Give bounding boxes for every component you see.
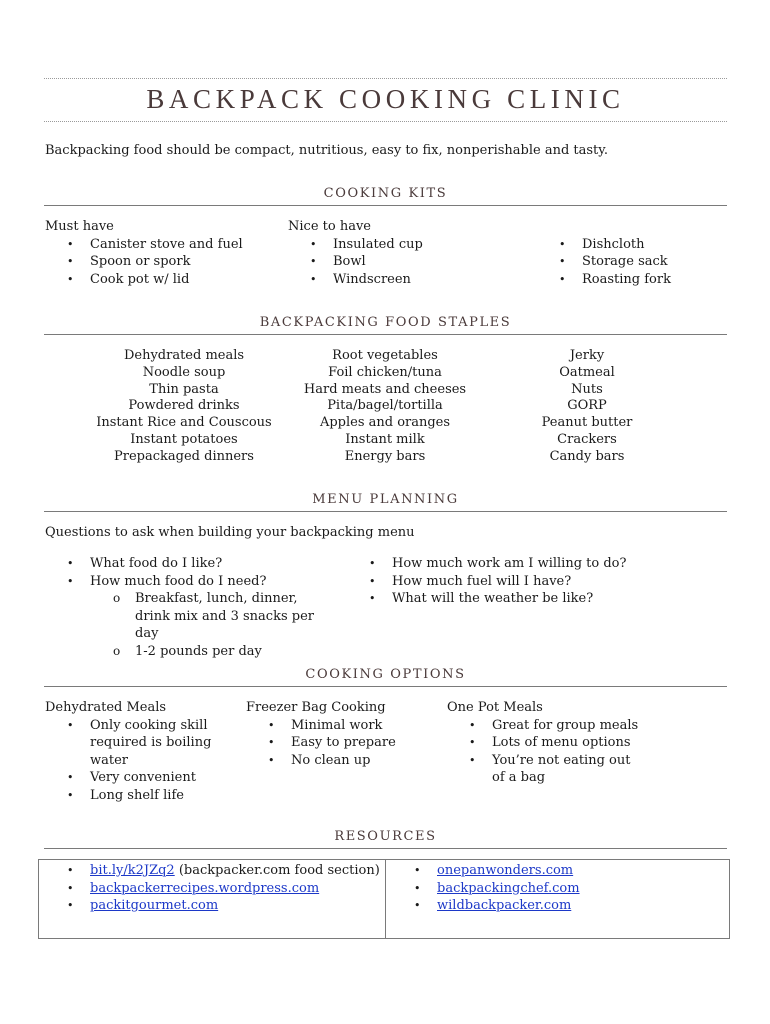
list-item: • Canister stove and fuel (67, 236, 243, 252)
list-item: • Roasting fork (559, 271, 671, 287)
intro-text: Backpacking food should be compact, nutritious, easy to fix, nonperishable and tasty. (45, 143, 609, 158)
list-item: GORP (567, 398, 607, 414)
list-item: Crackers (557, 431, 617, 447)
list-item: Pita/bagel/tortilla (327, 398, 443, 414)
bullet-icon: • (268, 753, 275, 767)
resource-link-bitly[interactable]: bit.ly/k2JZq2 (90, 863, 175, 878)
bullet-icon: • (268, 718, 275, 732)
bullet-icon: • (369, 574, 376, 588)
menu-intro: Questions to ask when building your backpacking menu (45, 525, 415, 540)
staples-column-2 (295, 348, 475, 466)
bullet-icon: • (67, 255, 74, 268)
must-have-label: Must have (45, 219, 114, 234)
freezer-bag-column (246, 699, 436, 769)
list-item: Oatmeal (559, 364, 615, 380)
list-item: • No clean up (268, 752, 371, 768)
bullet-icon: • (67, 881, 74, 895)
bullet-icon: • (310, 255, 317, 268)
options-heading: COOKING OPTIONS (305, 667, 466, 682)
list-item: • How much fuel will I have? (369, 573, 572, 589)
list-item: Instant milk (345, 431, 425, 447)
menu-rule (44, 511, 727, 512)
list-item: • What food do I like? (67, 556, 223, 571)
dehydrated-meals-label: Dehydrated Meals (45, 700, 167, 715)
bullet-icon: • (469, 736, 476, 749)
menu-sub-list (90, 590, 335, 660)
resource-note: (backpacker.com food section) (178, 863, 380, 878)
staples-rule (44, 334, 727, 335)
menu-right-column (347, 555, 647, 608)
bullet-icon: • (414, 864, 421, 877)
list-item: Peanut butter (541, 415, 633, 431)
list-item (392, 880, 722, 898)
list-item: • Windscreen (310, 271, 411, 287)
list-item: Hard meats and cheeses (303, 381, 467, 397)
list-item (45, 897, 380, 915)
bullet-icon: • (469, 753, 476, 767)
must-have-column (45, 218, 285, 288)
list-item: Energy bars (344, 448, 426, 464)
list-item: • Only cooking skill required is boiling water (67, 717, 212, 768)
list-item: • Lots of menu options (469, 735, 631, 750)
list-item: Noodle soup (142, 364, 226, 380)
list-item: Nuts (571, 381, 603, 397)
list-item: • Insulated cup (310, 236, 423, 252)
resources-left-list (45, 862, 380, 915)
resources-right-list (392, 862, 722, 915)
bullet-icon: • (67, 864, 74, 877)
list-item: Apples and oranges (319, 415, 451, 431)
bullet-icon: • (369, 592, 376, 605)
staples-column-1 (94, 348, 274, 466)
resources-right-cell (392, 862, 722, 915)
list-item: Prepackaged dinners (114, 448, 254, 464)
cooking-kits-heading: COOKING KITS (323, 186, 448, 201)
list-item: Jerky (569, 348, 605, 363)
resources-heading: RESOURCES (334, 829, 437, 844)
list-item: Powdered drinks (128, 398, 240, 414)
bullet-icon: • (414, 899, 421, 912)
bullet-icon: • (67, 574, 74, 588)
menu-left-list (45, 555, 335, 660)
list-item: • Cook pot w/ lid (67, 271, 190, 287)
staples-column-3 (507, 348, 667, 466)
resource-link-backpackerrecipes[interactable]: backpackerrecipes.wordpress.com (90, 880, 320, 896)
title-top-rule (44, 78, 727, 79)
list-item (45, 880, 380, 898)
title-bottom-rule (44, 121, 727, 122)
list-item: • Long shelf life (67, 787, 184, 803)
bullet-icon: • (67, 788, 74, 802)
list-item: • Bowl (310, 254, 366, 269)
list-item: • You’re not eating out of a bag (469, 752, 631, 785)
resource-link-packitgourmet[interactable]: packitgourmet.com (90, 898, 219, 913)
list-item: Instant potatoes (130, 431, 238, 447)
resources-table-divider (385, 859, 386, 939)
list-item (392, 897, 722, 915)
page-title: BACKPACK COOKING CLINIC (146, 84, 625, 114)
dehydrated-meals-column (45, 699, 225, 804)
resource-link-wildbackpacker[interactable]: wildbackpacker.com (437, 898, 572, 913)
bullet-icon: • (268, 736, 275, 749)
bullet-icon: • (310, 237, 317, 251)
list-item: o Breakfast, lunch, dinner, drink mix and 3 snacks per day (113, 591, 314, 641)
menu-right-list (347, 555, 647, 608)
list-item: • Dishcloth (559, 236, 645, 252)
bullet-icon: • (310, 272, 317, 286)
list-item: • What will the weather be like? (369, 591, 594, 606)
bullet-icon: • (67, 557, 74, 570)
one-pot-column (447, 699, 647, 787)
bullet-icon: • (67, 718, 74, 732)
list-item: o 1-2 pounds per day (113, 643, 262, 659)
list-item (392, 862, 722, 880)
list-item: Instant Rice and Couscous (96, 415, 272, 431)
menu-heading: MENU PLANNING (312, 492, 459, 507)
circle-bullet-icon: o (113, 643, 121, 658)
freezer-bag-label: Freezer Bag Cooking (246, 700, 386, 715)
one-pot-list (447, 717, 647, 787)
bullet-icon: • (414, 881, 421, 895)
must-have-list (45, 236, 285, 289)
freezer-bag-list (246, 717, 436, 770)
bullet-icon: • (67, 771, 74, 784)
list-item: • Great for group meals (469, 717, 639, 733)
list-item: • Storage sack (559, 254, 668, 269)
bullet-icon: • (67, 899, 74, 912)
list-item: Root vegetables (332, 348, 438, 363)
resources-left-cell (45, 862, 380, 915)
list-item: Foil chicken/tuna (328, 364, 442, 380)
list-item: Dehydrated meals (123, 348, 245, 363)
list-item: • Spoon or spork (67, 254, 191, 269)
extra-kit-list (537, 236, 727, 289)
bullet-icon: • (559, 272, 566, 286)
dehydrated-meals-list (45, 717, 225, 805)
options-rule (44, 686, 727, 687)
bullet-icon: • (67, 237, 74, 251)
one-pot-label: One Pot Meals (447, 700, 543, 715)
bullet-icon: • (67, 272, 74, 286)
bullet-icon: • (559, 255, 566, 268)
bullet-icon: • (369, 557, 376, 570)
bullet-icon: • (559, 237, 566, 251)
staples-heading: BACKPACKING FOOD STAPLES (259, 315, 512, 330)
circle-bullet-icon: o (113, 591, 121, 605)
list-item: • Easy to prepare (268, 735, 396, 750)
resource-link-backpackingchef[interactable]: backpackingchef.com (437, 880, 580, 896)
bullet-icon: • (469, 718, 476, 732)
nice-to-have-column (288, 218, 508, 288)
list-item: • How much work am I willing to do? (369, 556, 627, 571)
list-item: • How much food do I need? o Breakfast, lunch, dinner, drink mix and 3 snacks per day o 1-2 pounds per day (45, 573, 335, 661)
cooking-kits-rule (44, 205, 727, 206)
list-item (45, 862, 380, 880)
resources-rule (44, 848, 727, 849)
list-item: Candy bars (549, 448, 625, 464)
resource-link-onepanwonders[interactable]: onepanwonders.com (437, 863, 574, 878)
nice-to-have-list (288, 236, 508, 289)
nice-to-have-label: Nice to have (288, 219, 371, 234)
extra-kit-column (537, 236, 727, 289)
list-item: • Very convenient (67, 770, 196, 785)
menu-left-column (45, 555, 335, 660)
list-item: Thin pasta (149, 381, 219, 397)
list-item: • Minimal work (268, 717, 383, 733)
